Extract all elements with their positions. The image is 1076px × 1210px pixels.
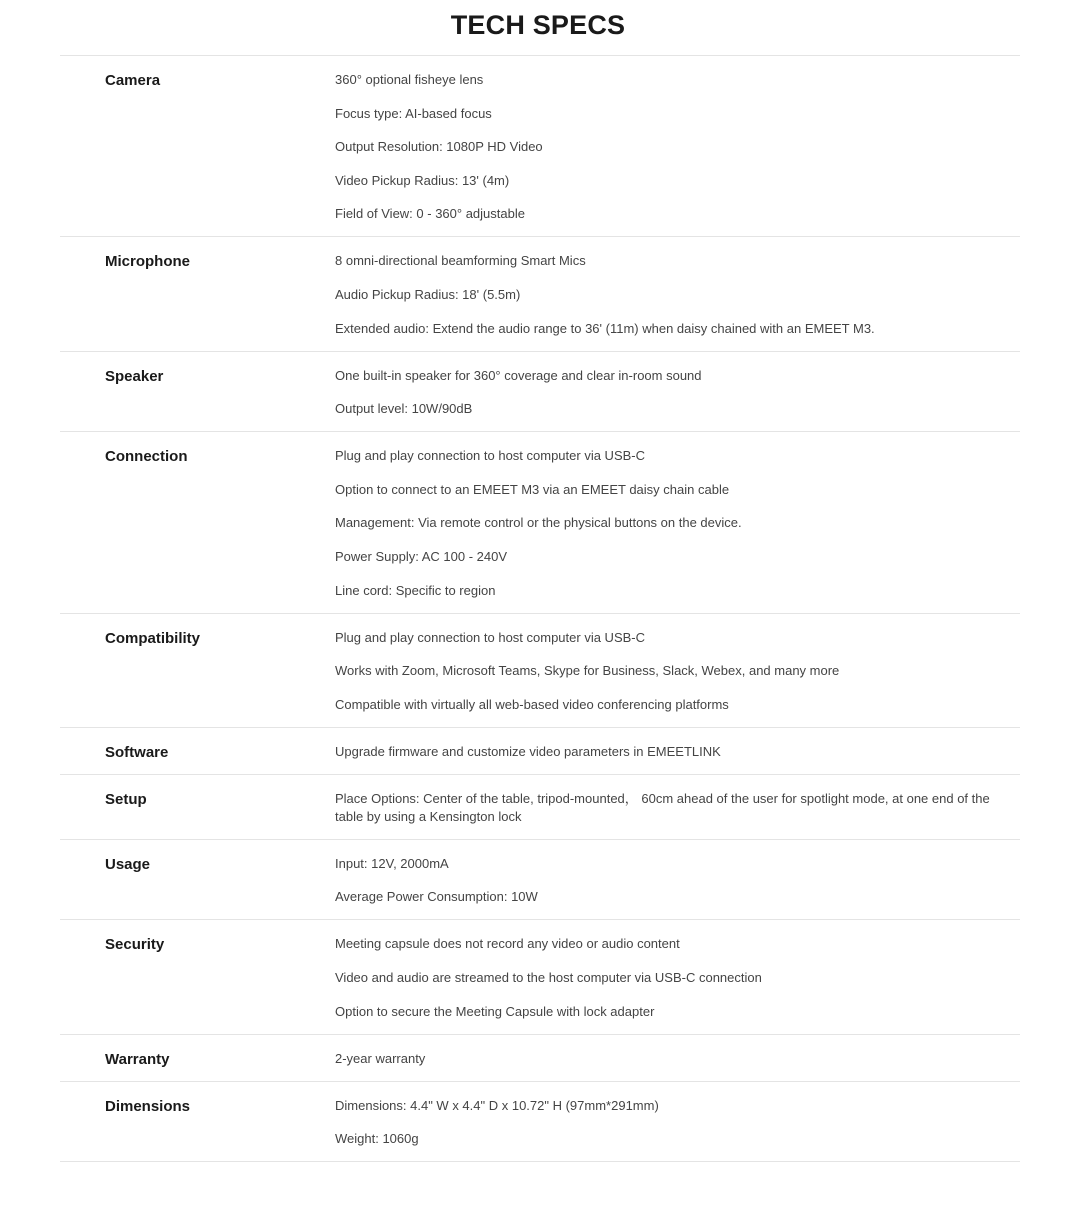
spec-values [335, 237, 1020, 350]
spec-value: Works with Zoom, Microsoft Teams, Skype for Business, Slack, Webex, and many more [335, 663, 840, 679]
spec-label: Compatibility [105, 629, 201, 647]
spec-row-speaker [60, 352, 1020, 433]
spec-label: Dimensions [105, 1097, 191, 1115]
spec-value: Audio Pickup Radius: 18' (5.5m) [335, 286, 521, 302]
spec-label: Connection [105, 448, 188, 466]
spec-label: Speaker [105, 367, 164, 385]
spec-values [335, 614, 1020, 727]
spec-label: Setup [105, 790, 147, 808]
spec-value: Option to secure the Meeting Capsule with lock adapter [335, 1003, 655, 1019]
spec-label: Microphone [105, 253, 190, 271]
spec-label: Usage [105, 855, 151, 873]
spec-label: Camera [105, 72, 161, 89]
spec-value: Focus type: AI-based focus [335, 105, 492, 121]
spec-row-connection [60, 432, 1020, 613]
spec-row-microphone [60, 237, 1020, 351]
spec-value: Meeting capsule does not record any video or audio content [335, 936, 680, 952]
spec-value: Management: Via remote control or the physical buttons on the device. [335, 515, 742, 531]
spec-table [60, 55, 1020, 1162]
spec-value: Extended audio: Extend the audio range to 36' (11m) when daisy chained with an EMEET M3. [335, 320, 875, 336]
spec-values [335, 775, 1020, 839]
spec-row-setup [60, 775, 1020, 840]
spec-row-security [60, 920, 1020, 1034]
spec-row-usage [60, 840, 1020, 921]
spec-value: 360° optional fisheye lens [335, 72, 484, 87]
spec-values [335, 1035, 1020, 1081]
spec-label: Security [105, 936, 165, 954]
spec-row-camera [60, 56, 1020, 237]
spec-value: Upgrade firmware and customize video parameters in EMEETLINK [335, 743, 721, 759]
spec-value: Video and audio are streamed to the host computer via USB-C connection [335, 969, 762, 985]
spec-value: Field of View: 0 - 360° adjustable [335, 206, 525, 222]
page-title: TECH SPECS [450, 10, 626, 40]
spec-values [335, 920, 1020, 1033]
spec-value: Plug and play connection to host computer via USB-C [335, 629, 646, 645]
spec-row-dimensions [60, 1082, 1020, 1163]
spec-value: Power Supply: AC 100 - 240V [335, 548, 507, 564]
spec-row-software [60, 728, 1020, 775]
spec-values [335, 56, 1020, 236]
spec-values [335, 1082, 1020, 1162]
spec-values [335, 840, 1020, 920]
spec-value: Video Pickup Radius: 13' (4m) [335, 172, 510, 188]
spec-values [335, 352, 1020, 432]
spec-label: Software [105, 743, 169, 761]
spec-value: Compatible with virtually all web-based video conferencing platforms [335, 696, 729, 712]
spec-row-warranty [60, 1035, 1020, 1082]
spec-values [335, 432, 1020, 612]
spec-label: Warranty [105, 1050, 170, 1068]
spec-value: Option to connect to an EMEET M3 via an EMEET daisy chain cable [335, 481, 730, 497]
spec-value: One built-in speaker for 360° coverage and clear in-room sound [335, 367, 702, 383]
spec-value: Output level: 10W/90dB [335, 401, 473, 417]
spec-value: 8 omni-directional beamforming Smart Mics [335, 253, 586, 269]
spec-value: Average Power Consumption: 10W [335, 889, 538, 905]
spec-value: Input: 12V, 2000mA [335, 855, 449, 871]
spec-value: Weight: 1060g [335, 1131, 419, 1147]
spec-value: Dimensions: 4.4" W x 4.4" D x 10.72" H (97mm*291mm) [335, 1097, 659, 1113]
spec-row-compatibility [60, 614, 1020, 728]
spec-value: 2-year warranty [335, 1050, 426, 1066]
spec-value: Output Resolution: 1080P HD Video [335, 139, 543, 155]
spec-value: Place Options: Center of the table, tripod-mounted， 60cm ahead of the user for spotlight mode, at one end of the table by using a Kensington lock [335, 790, 990, 824]
spec-values [335, 728, 1020, 774]
spec-value: Line cord: Specific to region [335, 582, 496, 598]
spec-value: Plug and play connection to host computer via USB-C [335, 448, 646, 464]
